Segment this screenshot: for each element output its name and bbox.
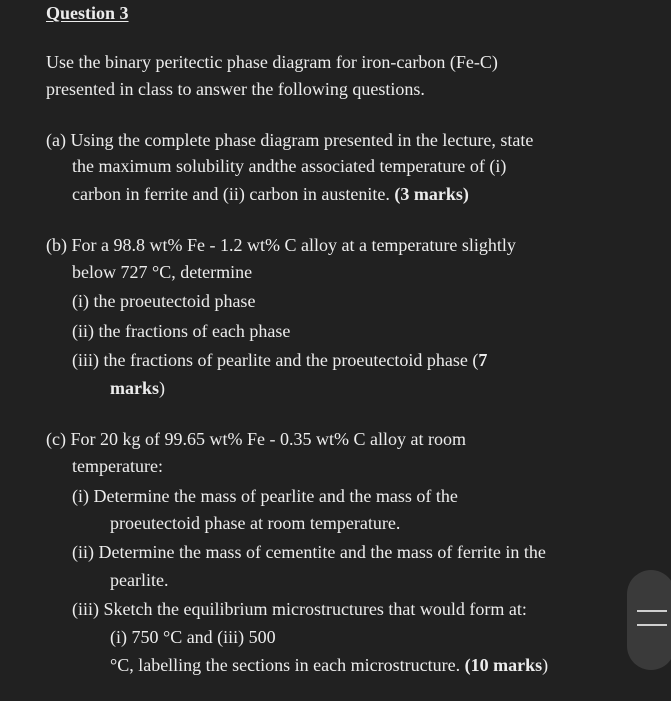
part-b-line-2: below 727 °C, determine [72,262,253,282]
part-c-line-1: (c) For 20 kg of 99.65 wt% Fe - 0.35 wt% C alloy at room [46,429,466,449]
part-a-line-3 [72,183,469,205]
part-c-item-iii-line-2: (i) 750 °C and (iii) 500 [110,627,276,647]
part-c-item-iii-line-3 [110,654,548,676]
handle-grip-line-bottom [637,624,667,626]
part-b-item-iii-text: (iii) the fractions of pearlite and the proeutectoid phase ( [72,350,479,370]
part-c-item-i-line-1: (i) Determine the mass of pearlite and the mass of the [72,486,458,506]
part-b-marks-close: ) [159,378,165,398]
question-title: Question 3 [46,3,129,23]
handle-grip-line-top [637,610,667,612]
part-c-item-ii-line-1: (ii) Determine the mass of cementite and the mass of ferrite in the [72,542,546,562]
scroll-handle[interactable] [627,570,671,670]
part-b-line-1: (b) For a 98.8 wt% Fe - 1.2 wt% C alloy at a temperature slightly [46,235,516,255]
part-a-text: carbon in ferrite and (ii) carbon in austenite. [72,184,390,204]
part-b-item-iii-line-1 [72,349,487,371]
part-b-marks-number: 7 [478,350,488,370]
intro-line-2: presented in class to answer the following questions. [46,79,425,99]
part-b-item-ii: (ii) the fractions of each phase [72,321,291,341]
part-b-marks-word: marks [110,378,159,398]
part-c-item-i-line-2: proeutectoid phase at room temperature. [110,513,401,533]
part-a-line-2: the maximum solubility andthe associated temperature of (i) [72,156,507,176]
part-c-marks-close: ) [542,655,549,675]
part-c-marks: (10 marks [464,655,543,675]
part-b-item-iii-line-2 [110,377,165,399]
part-a-line-1: (a) Using the complete phase diagram presented in the lecture, state [46,130,534,150]
intro-line-1: Use the binary peritectic phase diagram for iron-carbon (Fe-C) [46,52,498,72]
part-c-item-ii-line-2: pearlite. [110,570,169,590]
part-c-item-iii-text: °C, labelling the sections in each microstructure. [110,655,461,675]
part-c-item-iii-line-1: (iii) Sketch the equilibrium microstructures that would form at: [72,599,527,619]
part-c-line-2: temperature: [72,456,163,476]
part-b-item-i: (i) the proeutectoid phase [72,291,256,311]
part-a-marks: (3 marks) [394,184,469,204]
